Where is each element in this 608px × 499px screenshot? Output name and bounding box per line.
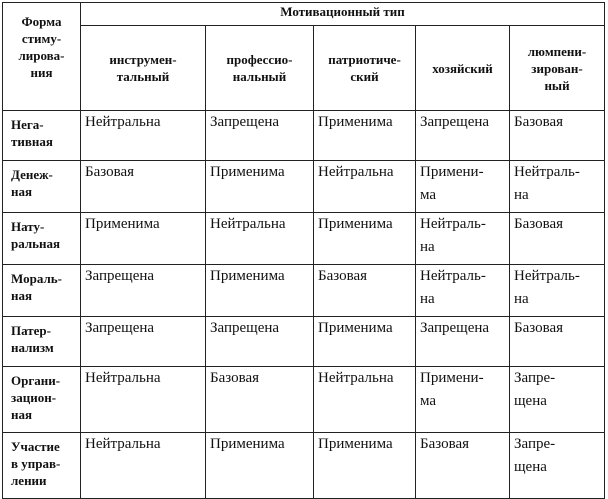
column-header: люмпени- зирован- ный — [510, 26, 605, 111]
table-cell: Примени- ма — [416, 161, 510, 213]
table-cell: Базовая — [416, 433, 510, 499]
row-header: Мораль- ная — [3, 265, 81, 317]
table-cell: Базовая — [81, 161, 206, 213]
table-row — [3, 111, 605, 161]
table-cell: Запрещена — [416, 317, 510, 367]
table-cell: Нейтральна — [314, 367, 416, 433]
table-row — [3, 161, 605, 213]
table-row — [3, 317, 605, 367]
row-header: Денеж- ная — [3, 161, 81, 213]
table-cell: Базовая — [314, 265, 416, 317]
table-row — [3, 265, 605, 317]
table-cell: Нейтраль- на — [510, 265, 605, 317]
table-cell: Запрещена — [416, 111, 510, 161]
group-header: Мотивационный тип — [81, 3, 605, 26]
table-cell: Базовая — [510, 111, 605, 161]
row-header: Патер- нализм — [3, 317, 81, 367]
table-row — [3, 213, 605, 265]
table-cell: Нейтральна — [81, 367, 206, 433]
column-header: патриотиче- ский — [314, 26, 416, 111]
table-cell: Примени- ма — [416, 367, 510, 433]
table-cell: Применима — [314, 433, 416, 499]
table-cell: Нейтральна — [314, 161, 416, 213]
table-cell: Базовая — [510, 213, 605, 265]
table-cell: Базовая — [206, 367, 314, 433]
table-cell: Нейтральна — [206, 213, 314, 265]
table-cell: Применима — [206, 265, 314, 317]
column-header: профессио- нальный — [206, 26, 314, 111]
table-cell: Нейтраль- на — [416, 213, 510, 265]
table-row — [3, 367, 605, 433]
column-header: хозяйский — [416, 26, 510, 111]
table-cell: Применима — [206, 161, 314, 213]
corner-header: Форма стиму- лирова- ния — [3, 3, 81, 111]
table-row — [3, 433, 605, 499]
table-cell: Применима — [206, 433, 314, 499]
row-header: Органи- зацион- ная — [3, 367, 81, 433]
table-cell: Применима — [81, 213, 206, 265]
table-cell: Нейтраль- на — [416, 265, 510, 317]
column-header: инструмен- тальный — [81, 26, 206, 111]
stimulation-motivation-table — [2, 2, 605, 499]
table-cell: Нейтраль- на — [510, 161, 605, 213]
table-cell: Запрещена — [81, 265, 206, 317]
table-cell: Запрещена — [81, 317, 206, 367]
table-cell: Запре- щена — [510, 433, 605, 499]
table-cell: Запре- щена — [510, 367, 605, 433]
row-header: Участие в управ- лении — [3, 433, 81, 499]
table-cell: Нейтральна — [81, 111, 206, 161]
table-cell: Применима — [314, 111, 416, 161]
table-cell: Применима — [314, 317, 416, 367]
row-header: Нега- тивная — [3, 111, 81, 161]
table-cell: Нейтральна — [81, 433, 206, 499]
table-cell: Применима — [314, 213, 416, 265]
table-cell: Запрещена — [206, 317, 314, 367]
table-cell: Базовая — [510, 317, 605, 367]
table-cell: Запрещена — [206, 111, 314, 161]
row-header: Нату- ральная — [3, 213, 81, 265]
